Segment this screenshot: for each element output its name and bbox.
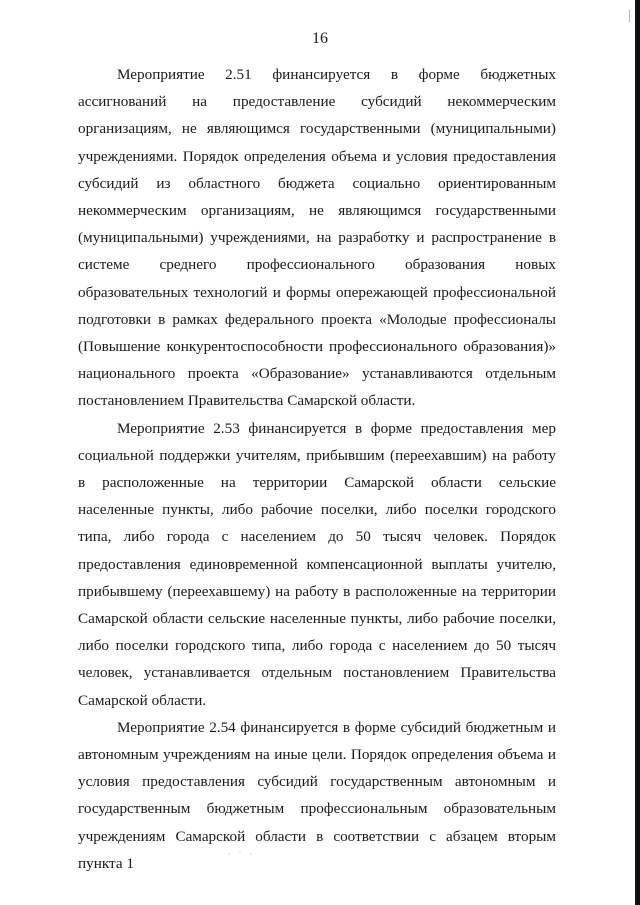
paragraph-measure-2-51: Мероприятие 2.51 финансируется в форме бюджетных ассигнований на предоставление субсидий некоммерческим организациям, не являющимся государственными (муниципальными) учреждениями. Порядок определения объема и условия предоставления субсидий из областного бюджета социально ориентированным некоммерческим организациям, не являющимся государственными (муниципальными) учреждениями, на разработку и распространение в системе среднего профессионального образования новых образовательных технологий и формы опережающей профессиональной подготовки в рамках федерального проекта «Молодые профессионалы (Повышение конкурентоспособности профессионального образования)» национального проекта «Образование» устанавливаются отдельным постановлением Правительства Самарской области. <box>78 66 556 410</box>
scan-speck: · ˙ · <box>228 850 255 859</box>
scan-artifact <box>629 10 630 22</box>
document-body <box>78 61 556 877</box>
paragraph-measure-2-53: Мероприятие 2.53 финансируется в форме предоставления мер социальной поддержки учителям, прибывшим (переехавшим) на работу в расположенные на территории Самарской области сельские населенные пункты, либо рабочие поселки, либо поселки городского типа, либо города с населением до 50 тысяч человек. Порядок предоставления единовременной компенсационной выплаты учителю, прибывшему (переехавшему) на работу в расположенные на территории Самарской области сельские населенные пункты, либо рабочие поселки, либо поселки городского типа, либо города с населением до 50 тысяч человек, устанавливается отдельным постановлением Правительства Самарской области. <box>78 419 556 709</box>
page-number: 16 <box>312 30 328 47</box>
paragraph-measure-2-54: Мероприятие 2.54 финансируется в форме субсидий бюджетным и автономным учреждениям на иные цели. Порядок определения объема и условия предоставления субсидий государственным автономным и государственным бюджетным профессиональным образовательным учреждениям Самарской области в соответствии с абзацем вторым пункта 1 <box>78 718 556 872</box>
scan-edge <box>635 0 640 905</box>
